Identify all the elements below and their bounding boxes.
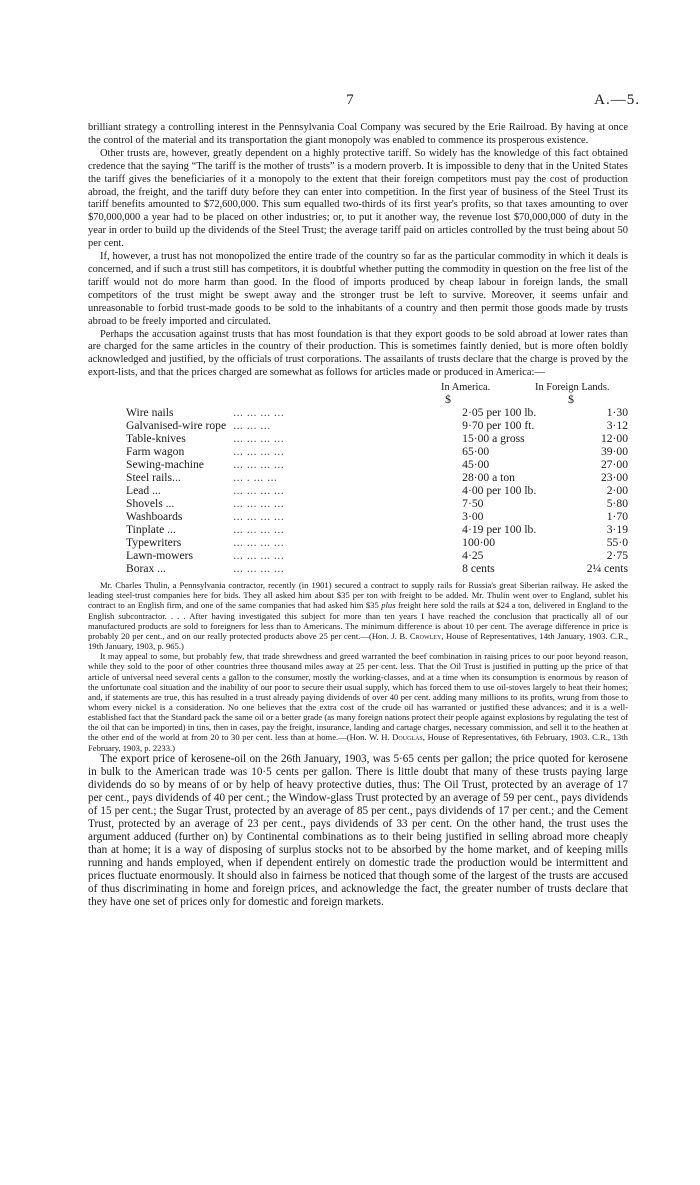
price-foreign: 3·12 [606,419,628,433]
price-america: 65·00 [462,445,490,459]
price-row [126,471,628,484]
price-item: Typewriters [126,536,182,550]
currency-foreign: $ [568,392,574,407]
price-foreign: 55·0 [606,536,628,550]
price-item: Galvanised-wire rope [126,419,227,433]
price-table-header [88,382,628,406]
price-item: Table-knives [126,432,186,446]
price-row [126,406,628,419]
price-row [126,549,628,562]
price-america: 45·00 [462,458,490,472]
price-america: 4·00 per 100 lb. [462,484,537,498]
paragraph-tariff: Other trusts are, however, greatly dependent on a highly protective tariff. So widely has the knowledge of this fact obtained credence that the saying “The tariff is the mother of trusts” is a modern proverb. It is impossible to deny that in the United States the tariff gives the beneficiaries of it a monopoly to the extent that their foreign competitors must pay the cost of production abroad, the freight, and the tariff duty before they can enter into competition. In the first year of business of the Steel Trust its tariff benefits amounted to $72,600,000. This sum equalled two-thirds of its first year's profits, so that taxes amounting to over $70,000,000 a year had to be placed on other industries; or, to put it another way, the revenue lost $70,000,000 of duty in the year in order to build up the dividends of the Steel Trust; the average tariff paid on articles controlled by the trust being about 50 per cent. [88,147,628,250]
price-row [126,510,628,523]
price-foreign: 2·00 [606,484,628,498]
leader-dots: ... . ... ... [233,471,278,485]
body-text [88,122,628,909]
price-item: Lead ... [126,484,161,498]
leader-dots: ... ... ... ... [233,549,285,563]
page-number: 7 [346,92,354,108]
paragraph-kerosene: The export price of kerosene-oil on the 26th January, 1903, was 5·65 cents per gallon; the price quoted for kerosene in bulk to the American trade was 10·5 cents per gallon. There is little doubt that many of these trusts paying large dividends do so by means of or by help of heavy protective duties, thus: The Oil Trust, protected by an average of 17 per cent., pays dividends of 40 per cent.; the Window-glass Trust protected by an average of 59 per cent., pays dividends of 15 per cent.; the Sugar Trust, protected by an average of 85 per cent., pays dividends of 17 per cent.; and the Cement Trust, protected by an average of 23 per cent., pays dividends of 33 per cent. On the other hand, the trust uses the argument adduced (further on) by Continental combinations as to their being justified in selling abroad more cheaply than at home; it is a way of disposing of surplus stocks not to be absorbed by the home market, and of keeping mills running and hands employed, when if dependent entirely on domestic trade the production would be intermittent and prices fluctuate enormously. It should also in fairness be noticed that though some of the largest of the trusts are accused of thus discriminating in home and foreign prices, and acknowledge the fact, the greater number of trusts declare that they have one set of prices only for domestic and foreign markets. [88,752,628,909]
document-reference: A.—5. [594,92,640,108]
quote-crowley: Mr. Charles Thulin, a Pennsylvania contractor, recently (in 1901) secured a contract to supply rails for Russia's great Siberian railway. He asked the leading steel-trust companies here for bids. They all asked him about $35 per ton with freight to be added. Mr. Thulin went over to England, sublet his contract to an English firm, and one of the same companies that had asked him $35 plus freight here sold the rails at $24 a ton, delivered in England to the English subcontractor. . . . After having investigated this subject for more than ten years I have reached the conclusion that practically all of our manufactured products are sold to foreigners for less than to Americans. The minimum difference is about 10 per cent. The average difference in price is probably 20 per cent., and on our really protected products above 25 per cent.—(Hon. J. B. Crowley, House of Representatives, 14th January, 1903. C.R., 19th January, 1903, p. 965.) [88,580,629,652]
price-america: 2·05 per 100 lb. [462,406,537,420]
price-foreign: 1·30 [606,406,628,420]
price-row [126,562,628,575]
price-america: 28·00 a ton [462,471,515,485]
price-america: 3·00 [462,510,484,524]
price-row [126,419,628,432]
price-row [126,432,628,445]
price-row [126,523,628,536]
paragraph-export-accusation: Perhaps the accusation against trusts that has most foundation is that they export goods to be sold abroad at lower rates than are charged for the same articles in the country of their production. This is sometimes faintly denied, but is more often boldly acknowledged and justified, by the officials of trust corporations. The assailants of trusts declare that the charge is proved by the export-lists, and that the prices charged are somewhat as follows for articles made or produced in America:— [88,328,628,379]
price-item: Washboards [126,510,183,524]
price-row [126,484,628,497]
price-item: Borax ... [126,562,166,576]
leader-dots: ... ... ... ... [233,445,285,459]
price-item: Sewing-machine [126,458,204,472]
price-america: 9·70 per 100 ft. [462,419,535,433]
price-item: Lawn-mowers [126,549,193,563]
leader-dots: ... ... ... ... [233,510,285,524]
footnote-quotes [88,580,628,753]
column-header-america: In America. [441,382,491,394]
price-america: 4·19 per 100 lb. [462,523,537,537]
price-item: Steel rails... [126,471,181,485]
leader-dots: ... ... ... ... [233,523,285,537]
price-row [126,536,628,549]
price-america: 4·25 [462,549,484,563]
column-header-foreign: In Foreign Lands. [535,382,610,394]
price-item: Wire nails [126,406,174,420]
price-foreign: 27·00 [600,458,628,472]
price-row [126,458,628,471]
price-america: 8 cents [462,562,495,576]
quote-douglas: It may appeal to some, but probably few, that trade shrewdness and greed warranted the beef combination in raising prices to our poor beyond reason, while they sold to the poor of other countries three thousand miles away at 25 per cent. less. That the Oil Trust is justified in putting up the price of that article of universal need several cents a gallon to the consumer, mostly the working-classes, and at a time when its consumption is enormous by reason of the unfortunate coal situation and the inability of our poor to secure their usual supply, which has forced them to use oil-stoves largely to heat their homes; and, if statements are true, this has resulted in a trust already paying dividends of over 40 per cent. adding many millions to its profits, wrung from those to whom every nickel is a consideration. No one believes that the extra cost of the crude oil has warranted or justified these advances; and it is a well-established fact that the Standard pack the same oil or a better grade (as many foreign nations protect their people against explosions by regulating the test of the oil that can be imported) in tins, then in cases, pay the freight, insurance, landing and cartage charges, necessary commission, and sell it to the heathen at the other end of the world at from 20 to 30 per cent. less than at home.—(Hon. W. H. Douglas, House of Representatives, 6th February, 1903. C.R., 13th February, 1903, p. 2233.) [88,651,628,753]
price-row [126,445,628,458]
leader-dots: ... ... ... [233,419,271,433]
paragraph-continued: brilliant strategy a controlling interest in the Pennsylvania Coal Company was secured by the Erie Railroad. By having at once the control of the material and its transportation the giant monopoly was enabled to commence its prosperous existence. [88,122,628,146]
price-foreign: 23·00 [600,471,628,485]
price-foreign: 2¼ cents [586,562,628,576]
price-item: Farm wagon [126,445,185,459]
price-item: Tinplate ... [126,523,176,537]
price-foreign: 2·75 [606,549,628,563]
leader-dots: ... ... ... ... [233,497,285,511]
currency-america: $ [445,392,451,407]
paragraph-competitors: If, however, a trust has not monopolized the entire trade of the country so far as the particular commodity in which it deals is concerned, and if such a trust still has competitors, it is doubtful whether putting the commodity in question on the free list of the tariff would not do more harm than good. In the flood of imports produced by cheap labour in foreign lands, the small competitors of the trust might be swept away and the stronger trust be left to survive. Moreover, it seems unfair and unreasonable to forbid trust-made goods to be sold to the inhabitants of a country and then permit those goods made by trusts abroad to be freely imported and circulated. [88,251,628,327]
leader-dots: ... ... ... ... [233,458,285,472]
price-foreign: 39·00 [600,445,628,459]
price-row [126,497,628,510]
price-foreign: 12·00 [600,432,628,446]
price-america: 100·00 [462,536,496,550]
leader-dots: ... ... ... ... [233,432,285,446]
leader-dots: ... ... ... ... [233,406,285,420]
leader-dots: ... ... ... ... [233,562,285,576]
price-item: Shovels ... [126,497,175,511]
price-table [126,406,628,575]
leader-dots: ... ... ... ... [233,536,285,550]
leader-dots: ... ... ... ... [233,484,285,498]
price-foreign: 3·19 [606,523,628,537]
price-foreign: 5·80 [606,497,628,511]
price-america: 7·50 [462,497,484,511]
price-foreign: 1·70 [606,510,628,524]
price-america: 15·00 a gross [462,432,525,446]
